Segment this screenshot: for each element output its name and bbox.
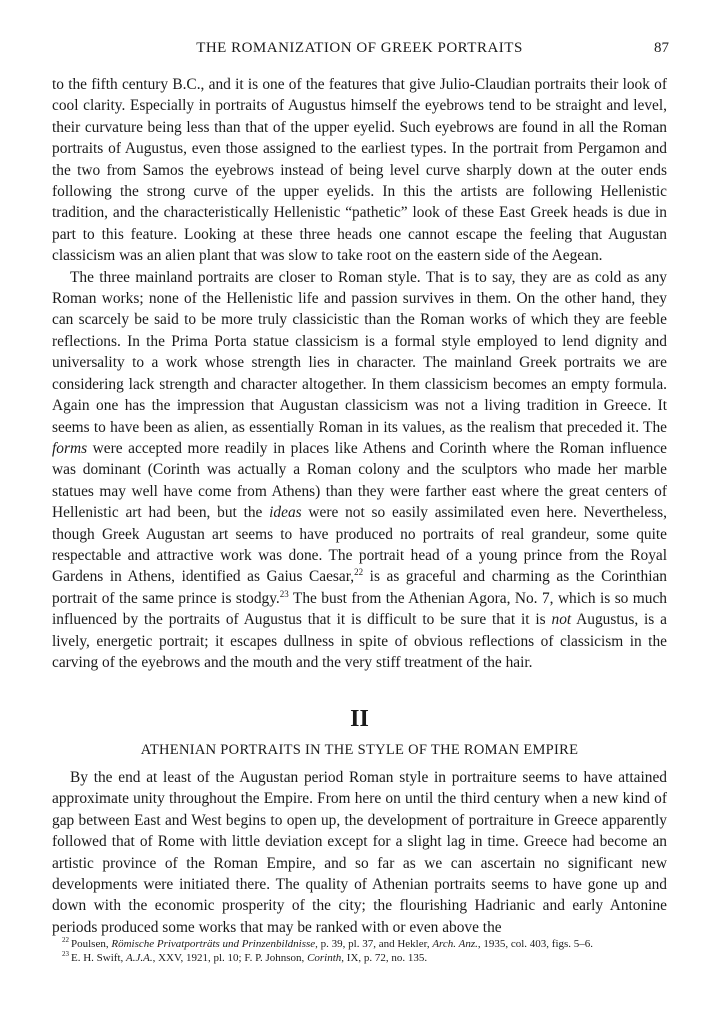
footnote-23-number: 23 [62, 950, 69, 959]
footnote-23-title: Corinth [307, 952, 342, 964]
footnote-22-text-b: , p. 39, pl. 37, and Hekler, [315, 938, 433, 950]
footnote-22-journal: Arch. Anz. [432, 938, 478, 950]
para2-text-d: is as graceful and charming as the Corinthian portrait of the same prince is stodgy. [52, 568, 667, 607]
para2-text-c: were not so easily assimilated even here. Nevertheless, though Greek Augustan art seems to have produced no portraits of real grandeur, some quite respectable and attractive work was done. The portrait head of a young prince from the Royal Gardens in Athens, identified as Gaius Caesar, [52, 504, 667, 586]
footnote-ref-23[interactable]: 23 [279, 588, 289, 599]
paragraph-3: By the end at least of the Augustan period Roman style in portraiture seems to have attained approximate unity throughout the Empire. From here on until the third century when a new kind of gap between East and West begins to open up, the development of portraiture in Greece apparently followed that of Rome with little deviation except for a slight lag in time. Greece had become an artistic province of the Roman Empire, and so far as we can ascertain no significant new developments were initiated there. The quality of Athenian portraits seems to have gone up and down with the economic prosperity of the city; the flourishing Hadrianic and early Antonine periods produced some works that may be ranked with or even above the [52, 769, 667, 936]
section-numeral: II [350, 706, 369, 732]
footnote-ref-22[interactable]: 22 [354, 567, 364, 578]
page-number: 87 [654, 40, 669, 56]
footnote-22-text-a: Poulsen, [71, 938, 112, 950]
paragraph-1: to the fifth century B.C., and it is one of the features that give Julio-Claudian portraits their look of cool clarity. Especially in portraits of Augustus himself the eyebrows tend to be straight and level, their curvature being less than that of the upper eyelid. Such eyebrows are found in all the Roman portraits of Augustus, even those assigned to the earliest types. In the portrait from Pergamon and the two from Samos the eyebrows instead of being level curve sharply down at the outer ends following the strong curve of the upper eyelids. In this the artists are following Hellenistic tradition, and the characteristically Hellenistic “pathetic” look of these East Greek heads is due in part to this feature. Looking at these three heads one cannot escape the feeling that Augustan classicism was an alien plant that was slow to take root on the eastern side of the Aegean. [52, 76, 667, 265]
footnote-22-number: 22 [62, 936, 69, 945]
section-body-text [52, 767, 667, 938]
footnote-23-text-c: , IX, p. 72, no. 135. [341, 952, 428, 964]
para2-text-e: The bust from the Athenian Agora, No. 7, which is so much influenced by the portraits of Augustus that it is difficult to be sure that it is [52, 589, 668, 629]
footnote-23-text-a: E. H. Swift, [71, 952, 126, 964]
paragraph-2 [52, 267, 667, 674]
para2-text-b: were accepted more readily in places like Athens and Corinth where the Roman influence was dominant (Corinth was actually a Roman colony and the sculptors who made her marble statues may well have come from Athens) than they were farther east where the great centers of Hellenistic art had been, but the [52, 439, 667, 522]
footnote-23-text-b: , XXV, 1921, pl. 10; F. P. Johnson, [152, 952, 308, 964]
body-text [52, 74, 667, 673]
footnote-22 [52, 937, 667, 951]
footnote-22-title: Römische Privatporträts und Prinzenbildnisse [111, 938, 316, 950]
footnote-23 [52, 951, 667, 965]
para2-forms: forms [52, 439, 88, 457]
para2-ideas: ideas [269, 504, 302, 522]
running-head [50, 40, 669, 64]
para2-not: not [551, 611, 572, 629]
section-title: ATHENIAN PORTRAITS IN THE STYLE OF THE ROMAN EMPIRE [140, 742, 579, 758]
footnote-23-journal: A.J.A. [126, 952, 153, 964]
footnote-22-text-c: , 1935, col. 403, figs. 5–6. [477, 938, 594, 950]
footnotes [52, 937, 667, 965]
para2-text-f: Augustus, is a lively, energetic portrait; it escapes dullness in spite of obvious reflections of classicism in the carving of the eyebrows and the mouth and the very stiff treatment of the hair. [52, 611, 667, 671]
para2-text-a: The three mainland portraits are closer to Roman style. That is to say, they are as cold as any Roman works; none of the Hellenistic life and passion survives in them. On the other hand, they can scarcely be said to be more truly classicistic than the Roman works of which they are feeble reflections. In the Prima Porta statue classicism is a formal style employed to lend dignity and universality to a work whose strength lies in character. The mainland Greek portraits we are considering lack strength and character altogether. In them classicism becomes an empty formula. Again one has the impression that Augustan classicism was not a living tradition in Greece. It seems to have been as alien, as essentially Roman in its values, as the realism that preceded it. The [52, 268, 667, 436]
running-head-title: THE ROMANIZATION OF GREEK PORTRAITS [196, 40, 523, 56]
